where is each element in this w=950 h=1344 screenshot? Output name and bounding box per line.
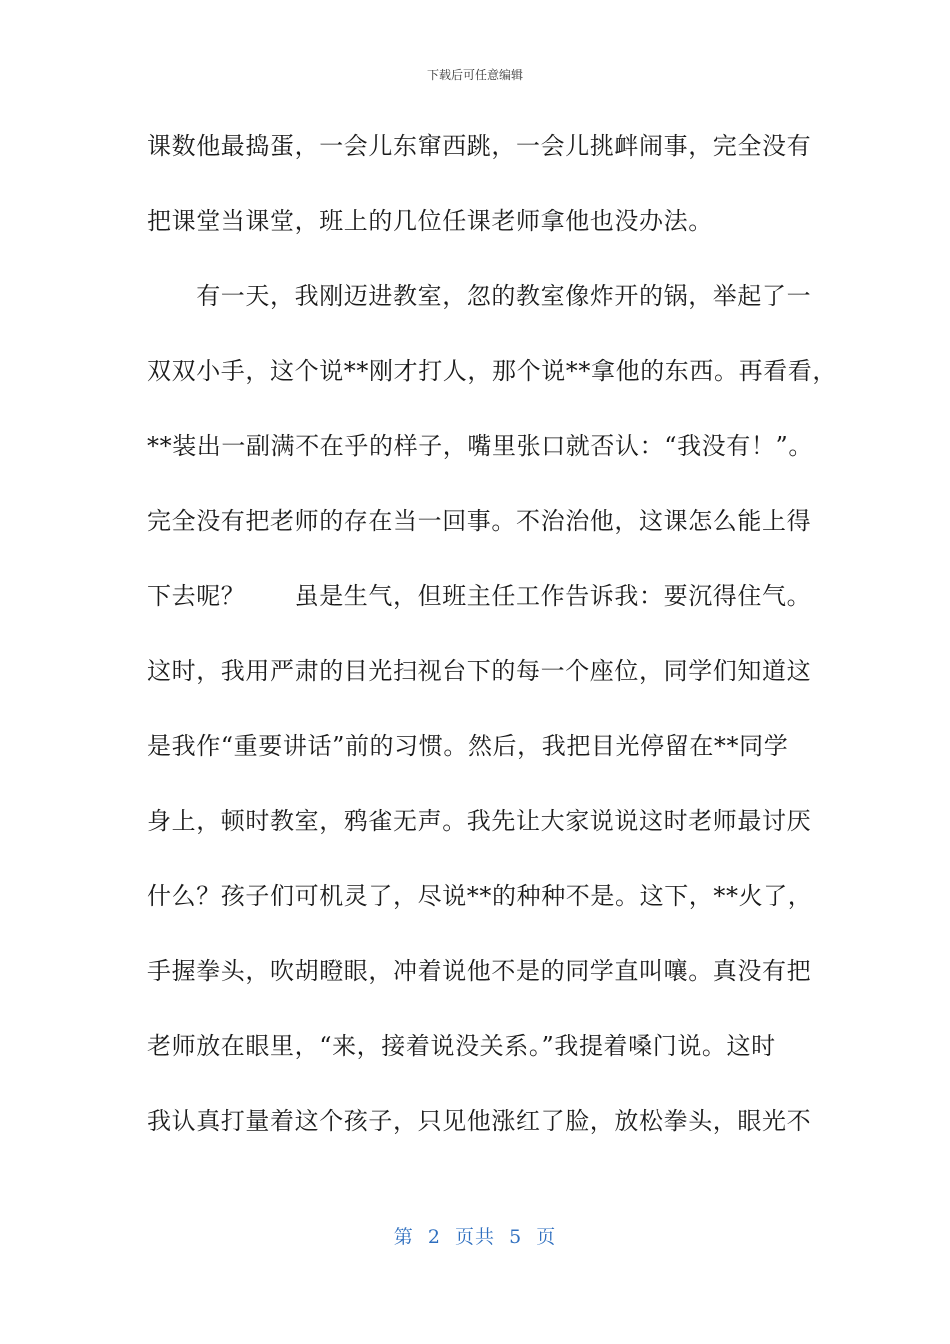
text-line: 老师放在眼里，“来，接着说没关系。”我提着嗓门说。这时 [147,1032,776,1060]
text-line: 我认真打量着这个孩子，只见他涨红了脸，放松拳头，眼光不 [147,1107,812,1135]
text-line: 下去呢？ 虽是生气，但班主任工作告诉我：要沉得住气。 [147,582,812,610]
page-number-footer: 第 2 页共 5 页 [393,1226,557,1248]
text-line: 是我作“重要讲话”前的习惯。然后，我把目光停留在**同学 [147,732,789,760]
page-header-note: 下载后可任意编辑 [426,68,523,82]
text-line: 手握拳头，吹胡瞪眼，冲着说他不是的同学直叫嚷。真没有把 [147,957,812,985]
text-line: 把课堂当课堂，班上的几位任课老师拿他也没办法。 [147,207,713,235]
text-line: 完全没有把老师的存在当一回事。不治治他，这课怎么能上得 [147,507,812,535]
text-line: 课数他最捣蛋，一会儿东窜西跳，一会儿挑衅闹事，完全没有 [147,132,812,160]
text-line: 双双小手，这个说**刚才打人，那个说**拿他的东西。再看看， [147,357,837,385]
text-line: **装出一副满不在乎的样子，嘴里张口就否认：“我没有！”。 [147,432,813,460]
text-line: 什么？孩子们可机灵了，尽说**的种种不是。这下，**火了， [147,882,813,910]
text-line: 这时，我用严肃的目光扫视台下的每一个座位，同学们知道这 [147,657,812,685]
text-line: 身上，顿时教室，鸦雀无声。我先让大家说说这时老师最讨厌 [147,807,812,835]
text-line: 有一天，我刚迈进教室，忽的教室像炸开的锅，举起了一 [147,282,812,310]
